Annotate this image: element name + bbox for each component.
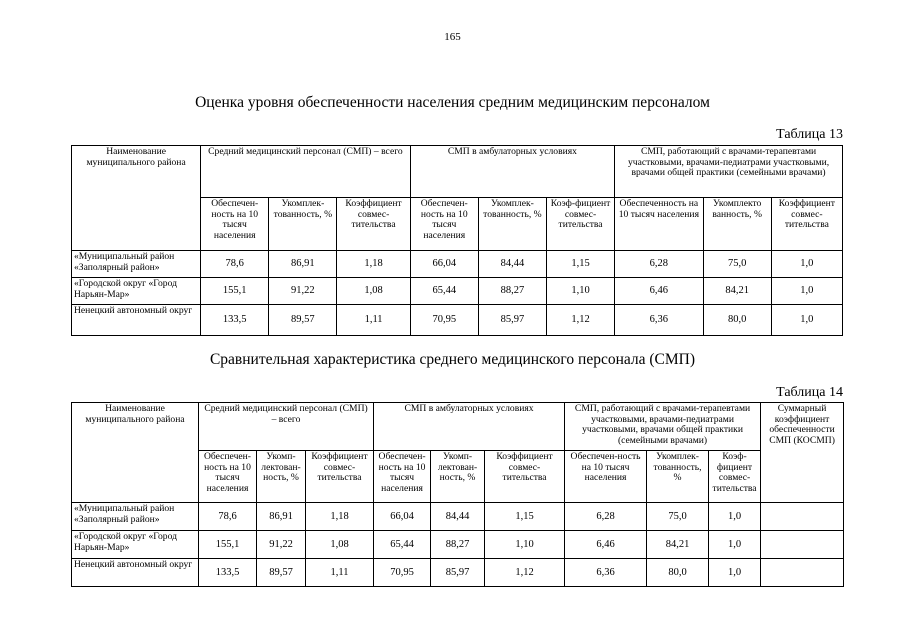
cell: 1,10 <box>546 278 614 305</box>
subheader: Обеспеченность на 10 тысяч населения <box>615 198 703 251</box>
cell: 91,22 <box>269 278 337 305</box>
subheader: Укомплек-тованность, % <box>478 198 546 251</box>
group-header: СМП в амбулаторных условиях <box>374 403 565 451</box>
cell: 1,08 <box>337 278 410 305</box>
cell: 70,95 <box>410 305 478 336</box>
cell: 78,6 <box>199 503 257 531</box>
cell: 66,04 <box>410 251 478 278</box>
cell: 84,44 <box>431 503 485 531</box>
col-name-header: Наименование муниципального района <box>72 403 199 503</box>
subheader: Коэффициент совмес-тительства <box>771 198 842 251</box>
cell: 75,0 <box>703 251 771 278</box>
group-header: Средний медицинский персонал (СМП) – всего <box>199 403 374 451</box>
cell: 1,0 <box>709 503 761 531</box>
cell: 133,5 <box>199 559 257 587</box>
cell: 89,57 <box>257 559 306 587</box>
cell: 66,04 <box>374 503 431 531</box>
row-name: «Муниципальный район «Заполярный район» <box>72 503 199 531</box>
cell: 1,15 <box>485 503 565 531</box>
cell: 6,28 <box>615 251 703 278</box>
cell: 88,27 <box>431 531 485 559</box>
row-name: «Городской округ «Город Нарьян-Мар» <box>72 531 199 559</box>
group-header: Суммарный коэффициент обеспеченности СМП (КОСМП) <box>761 403 844 503</box>
table-row <box>72 278 843 305</box>
cell: 1,0 <box>709 531 761 559</box>
cell: 80,0 <box>703 305 771 336</box>
table-row <box>72 559 844 587</box>
row-name: «Муниципальный район «Заполярный район» <box>72 251 201 278</box>
subheader: Коэффициент совмес-тительства <box>306 451 374 503</box>
page-number: 165 <box>444 31 461 43</box>
subheader: Укомплекто ванность, % <box>703 198 771 251</box>
cell: 84,44 <box>478 251 546 278</box>
cell: 86,91 <box>257 503 306 531</box>
cell: 1,0 <box>771 305 842 336</box>
cell: 1,12 <box>485 559 565 587</box>
subheader: Обеспечен-ность на 10 тысяч населения <box>199 451 257 503</box>
cell <box>761 503 844 531</box>
group-header: СМП в амбулаторных условиях <box>410 146 614 198</box>
table13-label: Таблица 13 <box>776 127 843 142</box>
cell: 155,1 <box>201 278 269 305</box>
table14-heading: Сравнительная характеристика среднего медицинского персонала (СМП) <box>209 351 696 368</box>
subheader: Обеспечен-ность на 10 тысяч населения <box>374 451 431 503</box>
cell: 65,44 <box>410 278 478 305</box>
subheader: Укомплек-тованность, % <box>269 198 337 251</box>
subheader: Укомплек-тованность, % <box>647 451 709 503</box>
cell: 65,44 <box>374 531 431 559</box>
cell: 1,0 <box>709 559 761 587</box>
cell: 1,15 <box>546 251 614 278</box>
table13-heading: Оценка уровня обеспеченности населения средним медицинским персоналом <box>195 94 710 111</box>
cell: 84,21 <box>703 278 771 305</box>
group-header: СМП, работающий с врачами-терапевтами участковыми, врачами-педиатрами участковыми, врачами общей практики (семейными врачами) <box>565 403 761 451</box>
subheader: Обеспечен-ность на 10 тысяч населения <box>410 198 478 251</box>
cell: 91,22 <box>257 531 306 559</box>
cell: 1,0 <box>771 251 842 278</box>
col-name-header: Наименование муниципального района <box>72 146 201 251</box>
cell <box>761 559 844 587</box>
cell: 80,0 <box>647 559 709 587</box>
table-row <box>72 251 843 278</box>
cell: 6,36 <box>565 559 647 587</box>
cell: 75,0 <box>647 503 709 531</box>
cell: 133,5 <box>201 305 269 336</box>
group-header: Средний медицинский персонал (СМП) – всего <box>201 146 411 198</box>
cell: 86,91 <box>269 251 337 278</box>
table-13 <box>71 145 843 336</box>
cell: 1,18 <box>337 251 410 278</box>
table14-label: Таблица 14 <box>776 385 843 400</box>
row-name: Ненецкий автономный округ <box>72 559 199 587</box>
subheader: Коэф-фициент совмес-тительства <box>546 198 614 251</box>
row-name: Ненецкий автономный округ <box>72 305 201 336</box>
cell <box>761 531 844 559</box>
cell: 1,18 <box>306 503 374 531</box>
subheader: Обеспечен-ность на 10 тысяч населения <box>201 198 269 251</box>
cell: 1,11 <box>337 305 410 336</box>
cell: 78,6 <box>201 251 269 278</box>
cell: 6,28 <box>565 503 647 531</box>
cell: 6,46 <box>615 278 703 305</box>
cell: 1,08 <box>306 531 374 559</box>
cell: 88,27 <box>478 278 546 305</box>
subheader: Коэффициент совмес-тительства <box>485 451 565 503</box>
cell: 155,1 <box>199 531 257 559</box>
subheader: Коэф-фициент совмес-тительства <box>709 451 761 503</box>
cell: 6,36 <box>615 305 703 336</box>
table-row <box>72 531 844 559</box>
subheader: Укомп-лектован-ность, % <box>257 451 306 503</box>
cell: 1,0 <box>771 278 842 305</box>
cell: 70,95 <box>374 559 431 587</box>
subheader: Коэффициент совмес-тительства <box>337 198 410 251</box>
subheader: Укомп-лектован-ность, % <box>431 451 485 503</box>
cell: 1,10 <box>485 531 565 559</box>
group-header: СМП, работающий с врачами-терапевтами участковыми, врачами-педиатрами участковыми, врачами общей практики (семейными врачами) <box>615 146 843 198</box>
row-name: «Городской округ «Город Нарьян-Мар» <box>72 278 201 305</box>
cell: 1,11 <box>306 559 374 587</box>
cell: 84,21 <box>647 531 709 559</box>
cell: 85,97 <box>478 305 546 336</box>
table-row <box>72 305 843 336</box>
subheader: Обеспечен-ность на 10 тысяч населения <box>565 451 647 503</box>
cell: 6,46 <box>565 531 647 559</box>
cell: 89,57 <box>269 305 337 336</box>
table-14 <box>71 402 844 587</box>
cell: 85,97 <box>431 559 485 587</box>
cell: 1,12 <box>546 305 614 336</box>
table-row <box>72 503 844 531</box>
